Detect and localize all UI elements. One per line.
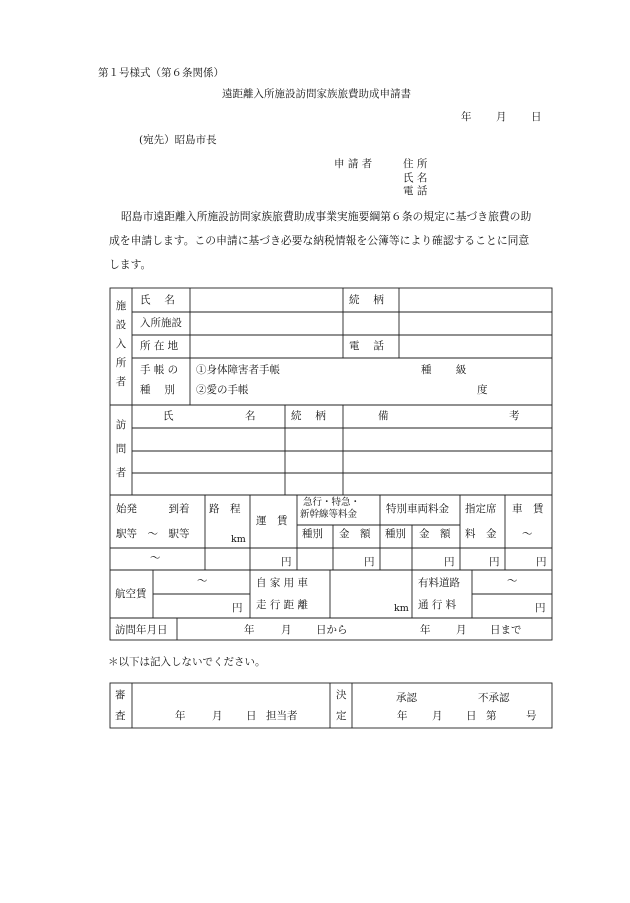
- visitor-remarks-header-a: 備: [378, 410, 389, 422]
- intro-line-3: します。: [109, 258, 152, 271]
- decision-label-1: 決: [336, 689, 347, 701]
- fare-yen: 円: [281, 556, 292, 568]
- address-label: 住 所: [403, 158, 428, 170]
- reserved-label-1: 指定席: [465, 503, 497, 515]
- visit-to-month: 月: [456, 624, 467, 636]
- phone-label: 電 話: [403, 185, 428, 197]
- date-day-label: 日: [531, 111, 542, 123]
- car-fare-tilde: ～: [522, 528, 533, 540]
- express-label-2: 新幹線等料金: [300, 509, 358, 520]
- handbook-label-2: 種 別: [140, 384, 175, 396]
- fare-row-tilde: ～: [150, 552, 161, 564]
- express-amount-label: 金 額: [339, 528, 371, 540]
- handbook-option-2: ②愛の手帳: [196, 384, 249, 396]
- private-car-label-1: 自 家 用 車: [256, 577, 309, 589]
- review-day: 日: [246, 710, 257, 722]
- private-car-km-unit: km: [394, 603, 409, 614]
- form-number: 第１号様式（第６条関係）: [98, 67, 224, 79]
- decision-month: 月: [432, 710, 443, 722]
- special-amount-label: 金 額: [419, 528, 451, 540]
- visit-to-year: 年: [420, 624, 431, 636]
- review-label-2: 査: [115, 710, 126, 722]
- toll-label-1: 有料道路: [418, 577, 460, 589]
- visitor-group-label: 訪 問 者: [115, 419, 127, 479]
- name-label: 氏 名: [403, 172, 428, 184]
- date-month-label: 月: [496, 111, 507, 123]
- decision-day: 日: [466, 710, 477, 722]
- review-year: 年: [175, 710, 186, 722]
- car-fare-yen: 円: [536, 556, 547, 568]
- toll-tilde: ～: [507, 575, 518, 587]
- visitor-relation-header: 続 柄: [291, 410, 326, 422]
- express-label-1: 急行・特急・: [303, 497, 361, 508]
- airfare-yen: 円: [232, 602, 243, 614]
- location-label: 所 在 地: [140, 340, 179, 352]
- grade-label: 種 級: [421, 364, 467, 376]
- review-officer-label: 担当者: [266, 710, 298, 722]
- special-yen: 円: [444, 556, 455, 568]
- reserved-label-2: 料 金: [465, 528, 497, 540]
- visit-from-day: 日から: [316, 624, 348, 636]
- express-yen: 円: [364, 556, 375, 568]
- resident-relation-label: 続 柄: [349, 294, 384, 306]
- visit-date-label: 訪問年月日: [115, 624, 168, 636]
- date-year-label: 年: [461, 111, 472, 123]
- private-car-label-2: 走 行 距 離: [256, 599, 309, 611]
- decision-year: 年: [397, 710, 408, 722]
- handbook-option-1: ①身体障害者手帳: [196, 364, 280, 376]
- reserved-yen: 円: [489, 556, 500, 568]
- dep-arr-label-2: 駅等 ～ 駅等: [116, 528, 190, 540]
- applicant-label: 申 請 者: [334, 158, 373, 170]
- handbook-label-1: 手 帳 の: [140, 364, 179, 376]
- visit-to-day: 日まで: [490, 624, 522, 636]
- dep-arr-label-1: 始発 到着: [116, 503, 190, 515]
- car-fare-label: 車 賃: [512, 503, 544, 515]
- resident-group-label: 施 設 入 所 者: [115, 300, 127, 388]
- review-label-1: 審: [115, 689, 126, 701]
- intro-line-2: 成を申請します。この申請に基づき必要な納税情報を公簿等により確認することに同意: [109, 234, 530, 247]
- airfare-label: 航空賃: [115, 588, 147, 600]
- visit-from-month: 月: [281, 624, 292, 636]
- visitor-remarks-header-b: 考: [509, 410, 520, 422]
- distance-km-unit: km: [231, 534, 246, 545]
- addressee: (宛先）昭島市長: [139, 134, 217, 146]
- special-type-label: 種別: [385, 528, 406, 540]
- decision-reject: 不承認: [478, 692, 510, 704]
- decision-label-2: 定: [336, 710, 347, 722]
- distance-label: 路 程: [209, 503, 241, 515]
- decision-no-suffix: 号: [526, 710, 537, 722]
- decision-no-prefix: 第: [486, 710, 497, 722]
- express-type-label: 種別: [302, 528, 323, 540]
- facility-label: 入所施設: [140, 317, 182, 329]
- resident-name-label: 氏 名: [140, 294, 175, 306]
- review-month: 月: [212, 710, 223, 722]
- toll-label-2: 通 行 料: [418, 599, 457, 611]
- office-use-note: ＊以下は記入しないでください。: [108, 656, 266, 668]
- intro-line-1: 昭島市遠距離入所施設訪問家族旅費助成事業実施要綱第６条の規定に基づき旅費の助: [121, 210, 532, 223]
- facility-phone-label: 電 話: [349, 340, 384, 352]
- visitor-name-header-b: 名: [245, 410, 256, 422]
- fare-label: 運 賃: [256, 515, 288, 527]
- visit-from-year: 年: [244, 624, 255, 636]
- page-title: 遠距離入所施設訪問家族旅費助成申請書: [222, 88, 411, 100]
- toll-yen: 円: [535, 602, 546, 614]
- special-car-label: 特別車両料金: [386, 503, 449, 515]
- degree-label: 度: [477, 384, 488, 396]
- visitor-name-header-a: 氏: [163, 410, 174, 422]
- airfare-tilde: ～: [197, 575, 208, 587]
- decision-approve: 承認: [396, 692, 417, 704]
